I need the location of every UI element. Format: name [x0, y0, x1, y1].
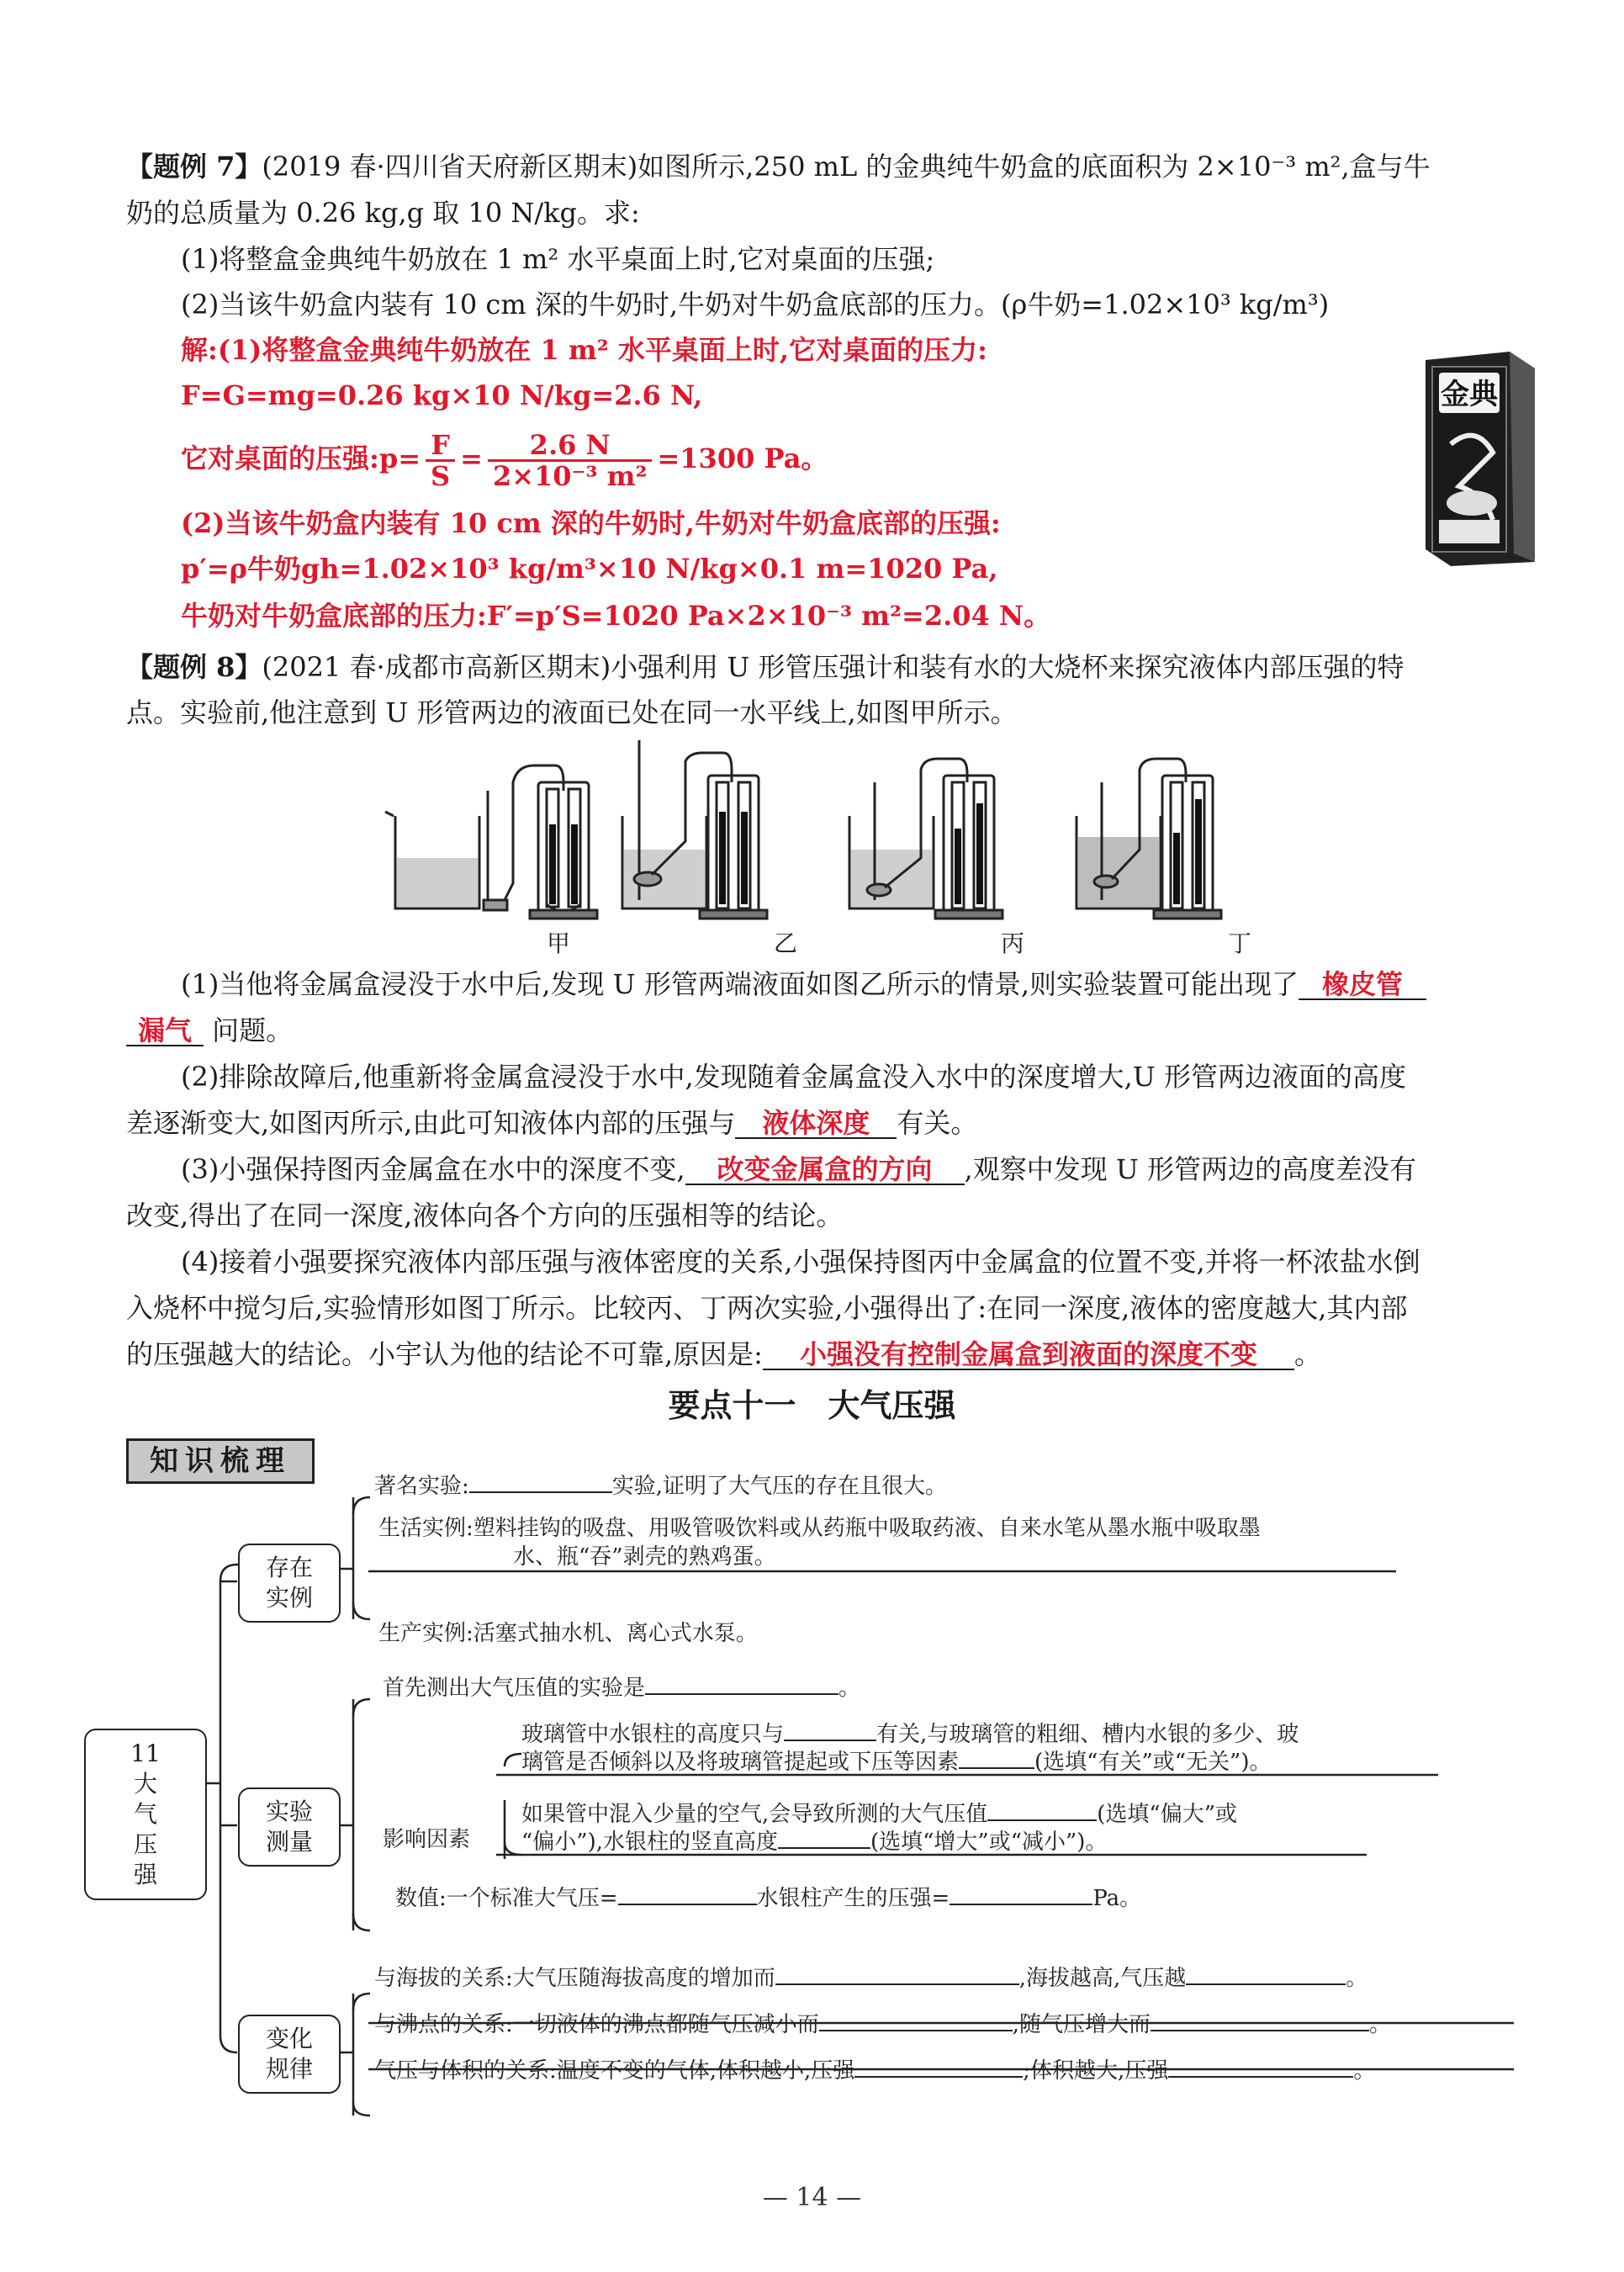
milk-brand-label: 金典: [1441, 378, 1498, 411]
fill-blank[interactable]: [645, 1675, 838, 1695]
ex7-sol-1: 解:(1)将整盒金典纯牛奶放在 1 m² 水平桌面上时,它对桌面的压力:: [181, 334, 987, 366]
fill-blank[interactable]: [1151, 2011, 1369, 2031]
figure-label-bing: 丙: [1001, 929, 1025, 957]
page-number: — 14 —: [762, 2183, 862, 2212]
ex8-q3-line2: 改变,得出了在同一深度,液体向各个方向的压强相等的结论。: [126, 1200, 844, 1231]
change-volume: 气压与体积的关系:温度不变的气体,体积越小,压强 ;体积越大,压强 。: [374, 2058, 1376, 2084]
ex8-q4-line3: 的压强越大的结论。小宇认为他的结论不可靠,原因是: 小强没有控制金属盒到液面的深度不变 。: [126, 1338, 1321, 1370]
fill-blank[interactable]: [987, 1801, 1097, 1821]
ex7-tag: 【题例 7】: [126, 151, 262, 183]
box-measure: 实验测量: [238, 1787, 341, 1867]
fill-blank[interactable]: [959, 1749, 1034, 1769]
ex8-q2-line1: (2)排除故障后,他重新将金属盒浸没于水中,发现随着金属盒没入水中的深度增大,U 形管两边液面的高度: [181, 1061, 1406, 1093]
change-altitude: 与海拔的关系:大气压随海拔高度的增加而 ,海拔越高,气压越 。: [374, 1966, 1368, 1991]
ex8-q1-line1: (1)当他将金属盒浸没于水中后,发现 U 形管两端液面如图乙所示的情景,则实验装置可能出现了 橡皮管: [181, 967, 1426, 1001]
answer-blank: 液体深度: [735, 1109, 897, 1139]
ex8-tag: 【题例 8】: [126, 651, 262, 683]
ex7-q1: (1)将整盒金典纯牛奶放在 1 m² 水平桌面上时,它对桌面的压强;: [181, 243, 935, 275]
measure-factor-label: 影响因素: [383, 1827, 471, 1852]
fill-blank[interactable]: [618, 1885, 757, 1905]
ex8-q3-line1: (3)小强保持图丙金属盒在水中的深度不变, 改变金属盒的方向 ,观察中发现 U 形管两边的高度差没有: [181, 1153, 1417, 1185]
ex8-q2-line2: 差逐渐变大,如图丙所示,由此可知液体内部的压强与 液体深度 有关。: [126, 1107, 978, 1139]
fraction-numeric: $\frac{2.6 N}{\text{2×10⁻³ m²}}$: [488, 431, 653, 490]
change-boiling: 与沸点的关系:一切液体的沸点都随气压减小而 ,随气压增大而 。: [374, 2012, 1392, 2037]
fill-blank[interactable]: [784, 1721, 876, 1741]
ex7-q2: (2)当该牛奶盒内装有 10 cm 深的牛奶时,牛奶对牛奶盒底部的压力。(ρ牛奶=1.02×10³ kg/m³): [181, 289, 1330, 320]
mindmap-root: 11大气压强: [84, 1729, 207, 1900]
fill-blank[interactable]: [819, 2011, 1013, 2031]
measure-f1-2: 璃管是否倾斜以及将玻璃管提起或下压等因素 (选填“有关”或“无关”)。: [521, 1750, 1272, 1775]
figure-label-ding: 丁: [1228, 929, 1252, 957]
ex7-intro-1: 【题例 7】(2019 春·四川省天府新区期末)如图所示,250 mL 的金典纯牛奶盒的底面积为 2×10⁻³ m²,盒与牛: [126, 151, 1431, 183]
ex7-sol-2: F=G=mg=0.26 kg×10 N/kg=2.6 N,: [181, 379, 703, 411]
ex8-q4-line2: 入烧杯中搅匀后,实验情形如图丁所示。比较丙、丁两次实验,小强得出了:在同一深度,液体的密度越大,其内部: [126, 1292, 1408, 1324]
ex8-q1-line2: 漏气 问题。: [126, 1014, 293, 1047]
box-exist: 存在实例: [238, 1544, 341, 1623]
answer-blank: 漏气: [126, 1016, 204, 1046]
fill-blank[interactable]: [1186, 1965, 1346, 1985]
ex8-intro-2: 点。实验前,他注意到 U 形管两边的液面已处在同一水平线上,如图甲所示。: [126, 696, 1018, 728]
ex7-intro-2: 奶的总质量为 0.26 kg,g 取 10 N/kg。求:: [126, 197, 640, 229]
knowledge-tag: 知识梳理: [126, 1438, 315, 1484]
measure-f2-1: 如果管中混入少量的空气,会导致所测的大气压值 (选填“偏大”或: [521, 1802, 1237, 1827]
answer-blank: 橡皮管: [1299, 970, 1426, 1000]
fill-blank[interactable]: [950, 1885, 1092, 1905]
figure-label-jia: 甲: [547, 929, 571, 957]
answer-blank: 改变金属盒的方向: [685, 1155, 965, 1185]
answer-blank: 小强没有控制金属盒到液面的深度不变: [763, 1340, 1294, 1370]
exist-production: 生产实例:活塞式抽水机、离心式水泵。: [378, 1621, 758, 1646]
ex7-sol-5: p′=ρ牛奶gh=1.02×10³ kg/m³×10 N/kg×0.1 m=1020 Pa,: [181, 553, 998, 585]
fill-blank[interactable]: [469, 1473, 612, 1493]
ex7-sol-3: 它对桌面的压强:p= $\frac{F}{S}$ = $\frac{2.6 N}{\text{2×10⁻³ m²}}$ =1300 Pa。: [181, 429, 828, 492]
fill-blank[interactable]: [1168, 2058, 1353, 2078]
measure-f1-1: 玻璃管中水银柱的高度只与 有关,与玻璃管的粗细、槽内水银的多少、玻: [521, 1722, 1299, 1747]
fill-blank[interactable]: [775, 1965, 1019, 1985]
fraction-symbolic: $\frac{F}{S}$: [426, 431, 455, 490]
exist-famous: 著名实验: 实验,证明了大气压的存在且很大。: [374, 1474, 948, 1499]
fill-blank[interactable]: [778, 1829, 870, 1849]
ex7-sol-4: (2)当该牛奶盒内装有 10 cm 深的牛奶时,牛奶对牛奶盒底部的压强:: [181, 507, 1001, 539]
exist-life-2: 水、瓶“吞”剥壳的熟鸡蛋。: [513, 1544, 776, 1570]
figure-label-yi: 乙: [774, 929, 798, 957]
ex8-intro-1: 【题例 8】(2021 春·成都市高新区期末)小强利用 U 形管压强计和装有水的大烧杯来探究液体内部压强的特: [126, 651, 1404, 683]
measure-first: 首先测出大气压值的实验是 。: [383, 1676, 861, 1701]
ex7-sol-6: 牛奶对牛奶盒底部的压力:F′=p′S=1020 Pa×2×10⁻³ m²=2.04 N。: [181, 600, 1051, 632]
fill-blank[interactable]: [854, 2058, 1023, 2078]
measure-value: 数值:一个标准大气压= 水银柱产生的压强= Pa。: [395, 1886, 1142, 1911]
box-change: 变化规律: [238, 2015, 341, 2094]
exist-life-1: 生活实例:塑料挂钩的吸盘、用吸管吸饮料或从药瓶中吸取药液、自来水笔从墨水瓶中吸取墨: [378, 1516, 1261, 1541]
measure-f2-2: “偏小”),水银柱的竖直高度 (选填“增大”或“减小”)。: [521, 1830, 1108, 1855]
ex8-q4-line1: (4)接着小强要探究液体内部压强与液体密度的关系,小强保持图丙中金属盒的位置不变,并将一杯浓盐水倒: [181, 1246, 1420, 1278]
section-title: 要点十一 大气压强: [668, 1387, 956, 1424]
